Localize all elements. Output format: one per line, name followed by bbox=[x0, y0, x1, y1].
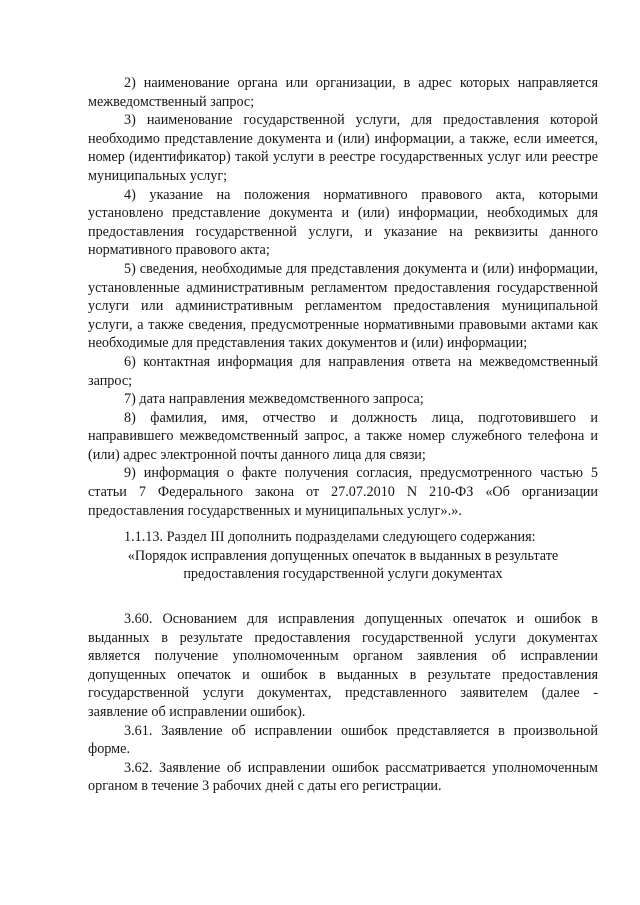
section-intro: 1.1.13. Раздел III дополнить подразделами следующего содержания: bbox=[124, 529, 536, 546]
list-item-9: 9) информация о факте получения согласия, предусмотренного частью 5 статьи 7 Федерального закона от 27.07.2010 N 210-ФЗ «Об организации предоставления государственных и муниципальных услуг».». bbox=[88, 465, 598, 519]
list-item-6: 6) контактная информация для направления ответа на межведомственный запрос; bbox=[88, 353, 598, 389]
clause-3-62: 3.62. Заявление об исправлении ошибок рассматривается уполномоченным органом в течение 3 рабочих дней с даты его регистрации. bbox=[88, 759, 598, 795]
list-item-2: 2) наименование органа или организации, в адрес которых направляется межведомственный запрос; bbox=[88, 75, 598, 110]
list-item-8: 8) фамилия, имя, отчество и должность лица, подготовившего и направившего межведомственный запрос, а также номер служебного телефона и (или) адрес электронной почты данного лица для связи; bbox=[88, 409, 598, 463]
list-item-4: 4) указание на положения нормативного правового акта, которыми установлено представление документа и (или) информации, необходимых для предоставления государственной услуги, и указание на реквизиты данного нормативного правового акта; bbox=[88, 186, 598, 259]
clause-3-60: 3.60. Основанием для исправления допущенных опечаток и ошибок в выданных в результате предоставления государственной услуги документах является получение уполномоченным органом заявления об исправлении допущенных опечаток и ошибок в выданных в результате предоставления государственной услуги документах, представленного заявителем (далее - заявление об исправлении ошибок). bbox=[88, 611, 598, 720]
document-page bbox=[88, 74, 598, 796]
subsection-title: «Порядок исправления допущенных опечаток в выданных в результате предоставления государственной услуги документах bbox=[127, 547, 559, 583]
list-item-3: 3) наименование государственной услуги, для предоставления которой необходимо представление документа и (или) информации, а также, если имеется, номер (идентификатор) такой услуги в реестре государственных услуг или реестре муниципальных услуг; bbox=[88, 112, 598, 184]
list-item-5: 5) сведения, необходимые для представления документа и (или) информации, установленные административным регламентом предоставления государственной услуги или административным регламентом предоставления муниципальной услуги, а также сведения, предусмотренные нормативными правовыми актами как необходимые для представления таких документов и (или) информации; bbox=[88, 260, 598, 352]
list-item-7: 7) дата направления межведомственного запроса; bbox=[124, 391, 424, 408]
clause-3-61: 3.61. Заявление об исправлении ошибок представляется в произвольной форме. bbox=[88, 722, 598, 758]
